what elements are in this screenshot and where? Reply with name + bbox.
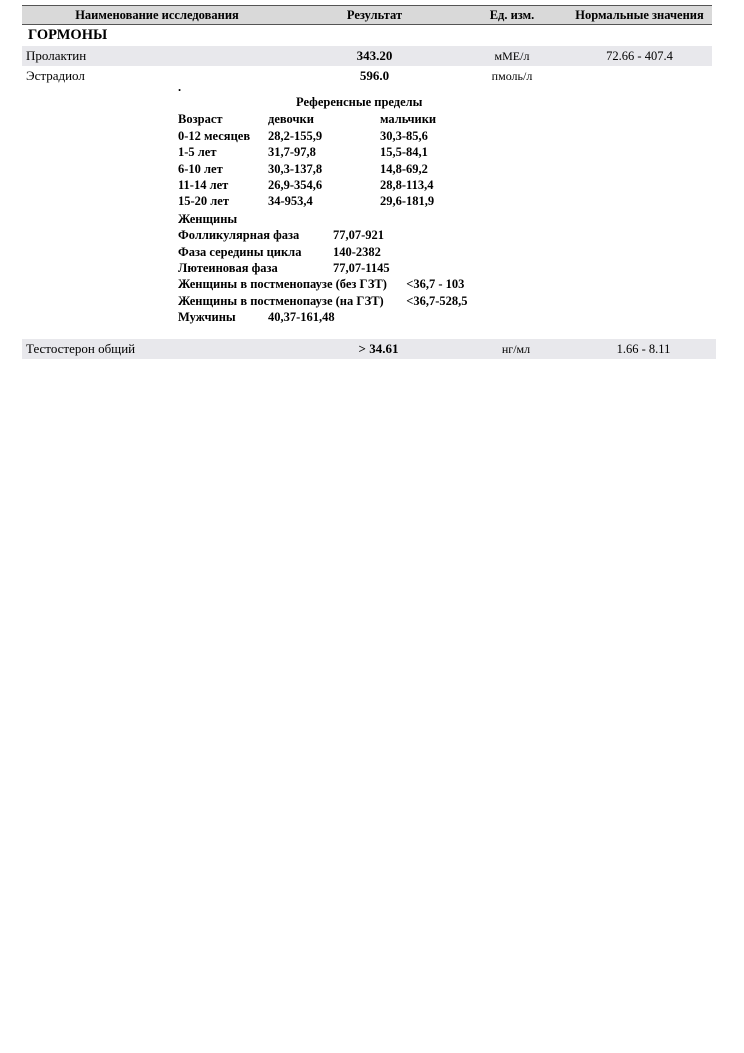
column-header-result: Результат xyxy=(292,6,457,25)
analyte-name: Эстрадиол xyxy=(26,68,85,83)
reference-age-label: 1-5 лет xyxy=(178,145,217,160)
phase-value: 77,07-921 xyxy=(333,228,385,243)
reference-girls-value: 28,2-155,9 xyxy=(268,128,323,143)
reference-age-row xyxy=(178,144,598,160)
reference-phase-row xyxy=(178,260,598,276)
reference-men-row xyxy=(178,309,598,325)
reference-col-girls: девочки xyxy=(268,112,314,127)
analyte-unit: мМЕ/л xyxy=(457,46,567,66)
men-value: 40,37-161,48 xyxy=(268,310,335,325)
reference-girls-value: 26,9-354,6 xyxy=(268,177,323,192)
reference-boys-value: 15,5-84,1 xyxy=(380,145,428,160)
postmenopause-value: <36,7 - 103 xyxy=(406,277,465,292)
table-header-row xyxy=(22,6,712,25)
reference-age-row xyxy=(178,161,598,177)
reference-columns-header xyxy=(178,111,598,127)
column-header-name: Наименование исследования xyxy=(22,6,292,25)
section-title-row xyxy=(22,25,712,47)
reference-postmenopause-row xyxy=(178,276,598,292)
reference-col-boys: мальчики xyxy=(380,112,437,127)
reference-boys-value: 30,3-85,6 xyxy=(380,128,428,143)
reference-age-label: 15-20 лет xyxy=(178,194,229,209)
lab-results-table xyxy=(22,5,712,86)
reference-age-grid xyxy=(178,111,598,209)
reference-boys-value: 28,8-113,4 xyxy=(380,177,434,192)
analyte-result: 343.20 xyxy=(292,46,457,66)
reference-age-row xyxy=(178,193,598,209)
reference-girls-value: 30,3-137,8 xyxy=(268,161,323,176)
analyte-unit: пмоль/л xyxy=(491,69,533,83)
table-row xyxy=(22,339,716,359)
reference-boys-value: 14,8-69,2 xyxy=(380,161,428,176)
reference-title: Референсные пределы xyxy=(296,95,423,109)
reference-age-label: 6-10 лет xyxy=(178,161,223,176)
reference-girls-value: 34-953,4 xyxy=(268,194,313,209)
reference-women-header: Женщины xyxy=(178,211,238,226)
reference-phase-row xyxy=(178,244,598,260)
column-header-unit: Ед. изм. xyxy=(457,6,567,25)
lab-results-table-bottom xyxy=(22,339,716,359)
phase-label: Фаза середины цикла xyxy=(178,244,302,259)
phase-value: 77,07-1145 xyxy=(333,260,390,275)
reference-girls-value: 31,7-97,8 xyxy=(268,145,316,160)
analyte-norm: 1.66 - 8.11 xyxy=(571,339,716,359)
analyte-norm: 72.66 - 407.4 xyxy=(567,46,712,66)
reference-age-label: 11-14 лет xyxy=(178,177,229,192)
table-row xyxy=(22,46,712,66)
analyte-result: > 34.61 xyxy=(296,339,461,359)
analyte-name: Тестостерон общий xyxy=(22,339,296,359)
postmenopause-label: Женщины в постменопаузе (на ГЗТ) xyxy=(178,293,384,308)
men-label: Мужчины xyxy=(178,310,236,325)
section-title: ГОРМОНЫ xyxy=(22,25,712,47)
reference-age-label: 0-12 месяцев xyxy=(178,128,251,143)
postmenopause-value: <36,7-528,5 xyxy=(406,293,468,308)
analyte-unit: нг/мл xyxy=(461,339,571,359)
reference-ranges-block xyxy=(178,82,598,326)
reference-age-row xyxy=(178,128,598,144)
reference-phase-row xyxy=(178,227,598,243)
reference-boys-value: 29,6-181,9 xyxy=(380,194,435,209)
phase-value: 140-2382 xyxy=(333,244,381,259)
phase-label: Фолликулярная фаза xyxy=(178,228,300,243)
analyte-result: 596.0 xyxy=(359,68,390,83)
analyte-name: Пролактин xyxy=(22,46,292,66)
reference-col-age: Возраст xyxy=(178,112,223,127)
reference-postmenopause-row xyxy=(178,293,598,309)
reference-age-row xyxy=(178,177,598,193)
reference-dot: . xyxy=(178,80,182,94)
phase-label: Лютеиновая фаза xyxy=(178,260,278,275)
column-header-norm: Нормальные значения xyxy=(567,6,712,25)
postmenopause-label: Женщины в постменопаузе (без ГЗТ) xyxy=(178,277,387,292)
